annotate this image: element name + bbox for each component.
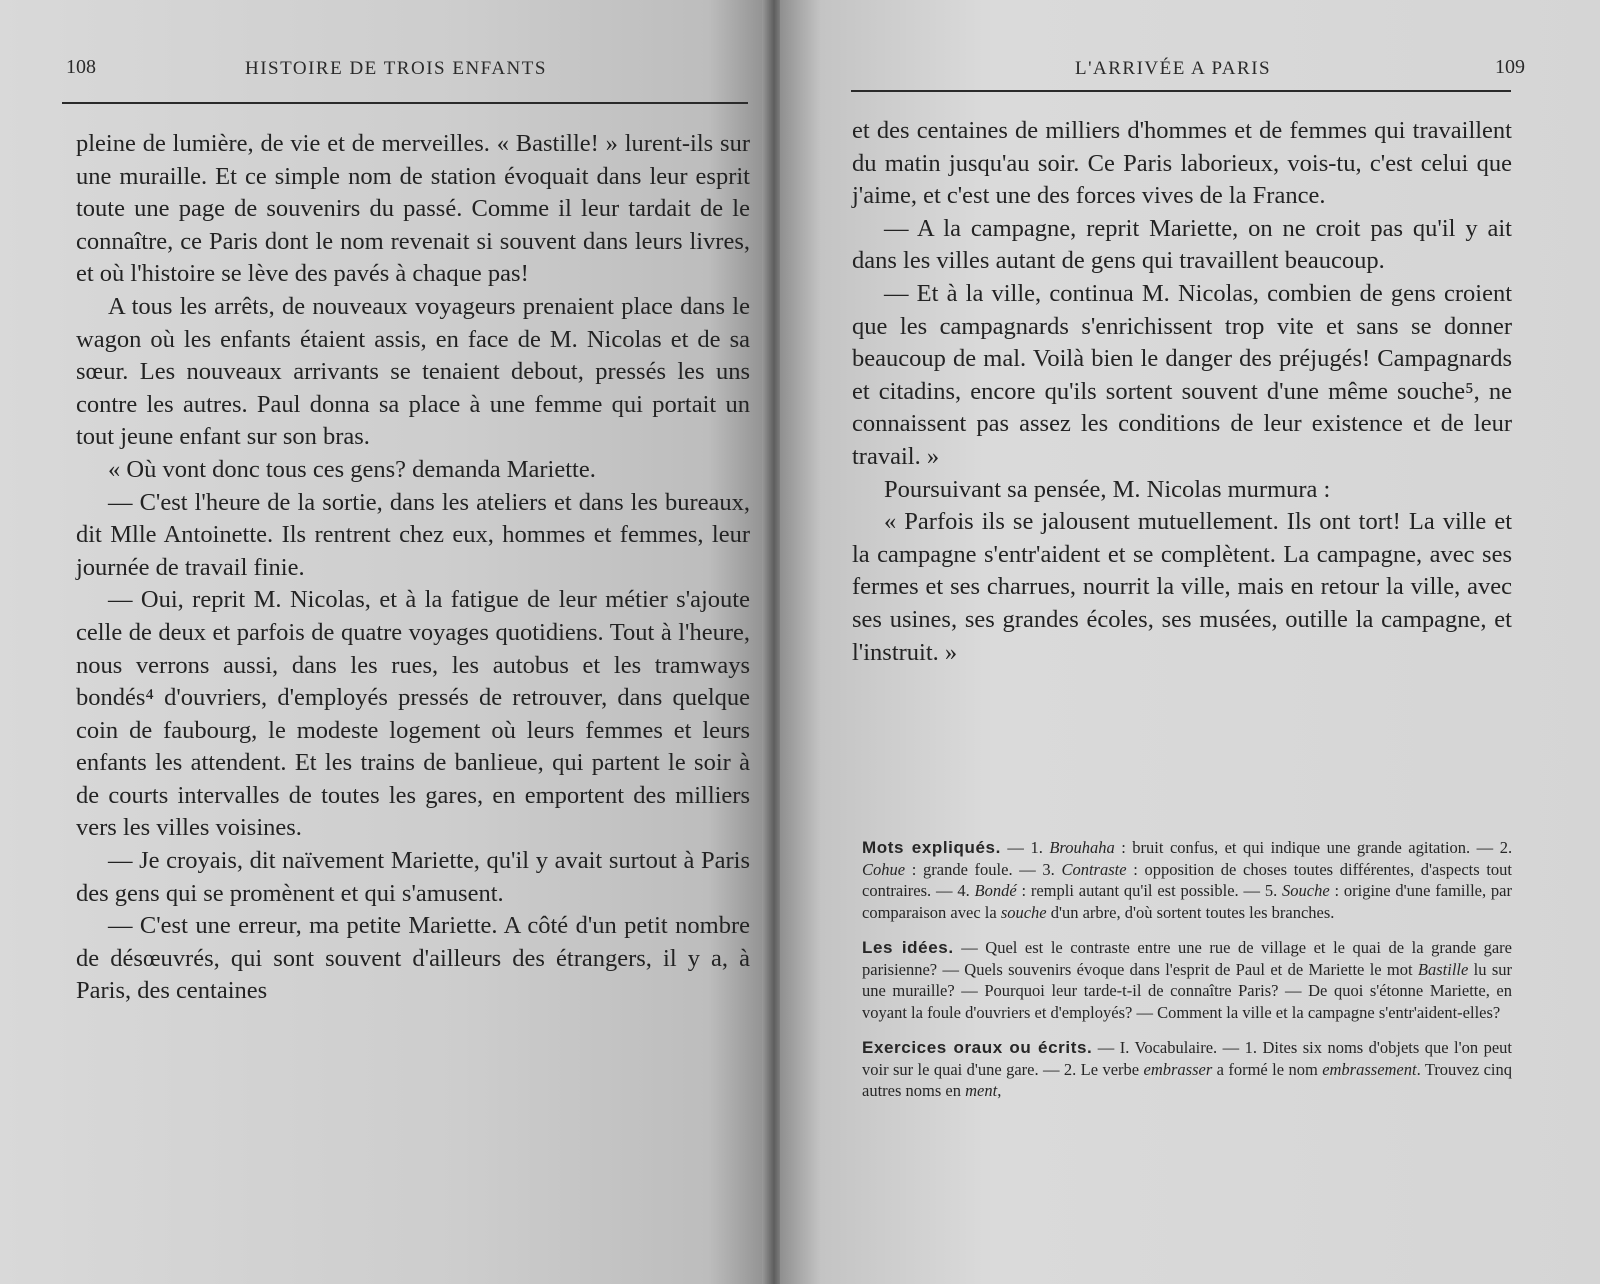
mot-definition: d'un arbre, d'où sortent toutes les branches. (1046, 902, 1335, 922)
left-paragraph: — Oui, reprit M. Nicolas, et à la fatigue de leur métier s'ajoute celle de deux et parfois de quatre voyages quotidiens. Tout à l'heure, nous verrons aussi, dans les rues, les autobus et les tramways bondés⁴ d'ouvriers, d'employés pressés de retrouver, dans quelque coin de faubourg, le modeste logement où leurs femmes et leurs enfants les attendent. Et les trains de banlieue, qui partent le soir à de courts intervalles de toutes les gares, en emportent des milliers vers les villes voisines. (76, 586, 750, 842)
right-body-text (852, 115, 1512, 669)
left-paragraph: — C'est l'heure de la sortie, dans les ateliers et dans les bureaux, dit Mlle Antoinette. Ils rentrent chez eux, hommes et femmes, leur journée de travail finie. (76, 488, 750, 581)
left-paragraph: pleine de lumière, de vie et de merveilles. « Bastille! » lurent-ils sur une muraille. Et ce simple nom de station évoquait dans leur esprit toute une page de souvenirs du passé. Comme il leur tardait de le connaître, ce Paris dont le nom revenait si souvent dans leurs livres, et où l'histoire se lève des pavés à chaque pas! (76, 130, 750, 288)
exercices-part3: . Trouvez cinq autres noms en (862, 1059, 1513, 1100)
left-body-text (76, 128, 750, 1008)
mot-term: Brouhaha (1049, 838, 1115, 857)
mot-term: souche (1000, 902, 1047, 922)
mots-expliques (862, 837, 1512, 923)
right-page (780, 0, 1600, 1284)
left-page-number: 108 (66, 56, 96, 78)
les-idees-term: Bastille (1417, 959, 1469, 979)
right-paragraph: Poursuivant sa pensée, M. Nicolas murmura : (884, 475, 1331, 503)
left-page (0, 0, 770, 1284)
exercices-term1: embrasser (1143, 1059, 1213, 1079)
left-running-head: HISTOIRE DE TROIS ENFANTS (245, 58, 547, 79)
les-idees (862, 937, 1512, 1023)
left-paragraph: — C'est une erreur, ma petite Mariette. A côté d'un petit nombre de désœuvrés, qui sont souvent d'ailleurs des étrangers, il y a, à Paris, des centaines (76, 912, 750, 1005)
mot-number: 4. (957, 881, 970, 900)
mot-number: 2. (1499, 838, 1513, 857)
exercices-part4: , (997, 1081, 1002, 1100)
right-paragraph: — A la campagne, reprit Mariette, on ne croit pas qu'il y ait dans les villes autant de gens qui travaillent beaucoup. (852, 214, 1512, 275)
left-paragraph: « Où vont donc tous ces gens? demanda Mariette. (108, 455, 596, 483)
mot-number: 3. (1042, 859, 1055, 879)
mot-number: 1. (1030, 838, 1043, 857)
exercices-heading: Exercices oraux ou écrits. (862, 1038, 1093, 1057)
exercices-part1: — I. Vocabulaire. — 1. Dites six noms d'objets que l'on peut voir sur le quai d'une gare. — 2. Le verbe (862, 1038, 1512, 1079)
mot-number: 5. (1264, 881, 1278, 900)
les-idees-text-after: lu sur une muraille? — Pourquoi leur tarde-t-il de connaître Paris? — De quoi s'étonne Mariette, en voyant la foule d'ouvriers et d'employés? — Comment la ville et la campagne s'entr'aident-elles? (862, 959, 1512, 1022)
mot-term: Bondé (974, 881, 1017, 900)
mots-expliques-items: — 1. Brouhaha : bruit confus, et qui indique une grande agitation. — 2. Cohue : grande foule. — 3. Contraste : opposition de choses toutes différentes, d'aspects tout contraires. — 4. Bondé : rempli autant qu'il est possible. — 5. Souche : origine d'une famille, par comparaison avec la souche d'un arbre, d'où sortent toutes les branches. (862, 838, 1513, 922)
mot-definition: : grande foule. (905, 859, 1020, 879)
exercices-term3: ment (965, 1081, 998, 1100)
right-paragraph: « Parfois ils se jalousent mutuellement. Ils ont tort! La ville et la campagne s'entr'aident et se complètent. La campagne, avec ses fermes et ses charrues, nourrit la ville, mais en retour la ville, avec ses usines, ses grandes écoles, ses musées, outille la campagne, et l'instruit. » (852, 508, 1512, 666)
mot-term: Cohue (862, 859, 906, 879)
left-paragraph: — Je croyais, dit naïvement Mariette, qu'il y avait surtout à Paris des gens qui se promènent et qui s'amusent. (76, 847, 750, 907)
right-running-head: L'ARRIVÉE A PARIS (1075, 58, 1272, 79)
exercices-part2: a formé le nom (1212, 1059, 1323, 1079)
exercises-section (862, 837, 1512, 1116)
exercices-term2: embrassement (1322, 1059, 1417, 1079)
les-idees-text-before: — Quel est le contraste entre une rue de village et le quai de la grande gare parisienne? — Quels souvenirs évoque dans l'esprit de Paul et de Mariette le mot (862, 938, 1512, 979)
mot-definition: : bruit confus, et qui indique une grande agitation. (1114, 838, 1477, 857)
mot-definition: : rempli autant qu'il est possible. (1016, 881, 1244, 900)
right-page-number: 109 (1495, 56, 1525, 78)
right-paragraph: — Et à la ville, continua M. Nicolas, combien de gens croient que les campagnards s'enrichissent trop vite et sans se donner beaucoup de mal. Voilà bien le danger des préjugés! Campagnards et citadins, encore qu'ils sortent souvent d'une même souche⁵, ne connaissent pas assez les conditions de leur existence et de leur travail. » (852, 279, 1512, 470)
mot-term: Souche (1282, 881, 1330, 900)
mot-definition: : origine d'une famille, par comparaison avec la (862, 881, 1513, 922)
mot-definition: : opposition de choses toutes différentes, d'aspects tout contraires. (862, 859, 1513, 900)
mot-term: Contraste (1061, 859, 1127, 879)
right-head-rule (851, 90, 1511, 92)
exercices (862, 1037, 1512, 1102)
left-paragraph: A tous les arrêts, de nouveaux voyageurs prenaient place dans le wagon où les enfants étaient assis, en face de M. Nicolas et de sa sœur. Les nouveaux arrivants se tenaient debout, pressés les uns contre les autres. Paul donna sa place à une femme qui portait un tout jeune enfant sur son bras. (76, 292, 750, 451)
left-head-rule (62, 102, 748, 104)
right-paragraph: et des centaines de milliers d'hommes et de femmes qui travaillent du matin jusqu'au soir. Ce Paris laborieux, vois-tu, c'est celui que j'aime, et c'est une des forces vives de la France. (852, 117, 1512, 210)
les-idees-heading: Les idées. (862, 938, 954, 957)
mots-expliques-heading: Mots expliqués. (862, 838, 1001, 857)
